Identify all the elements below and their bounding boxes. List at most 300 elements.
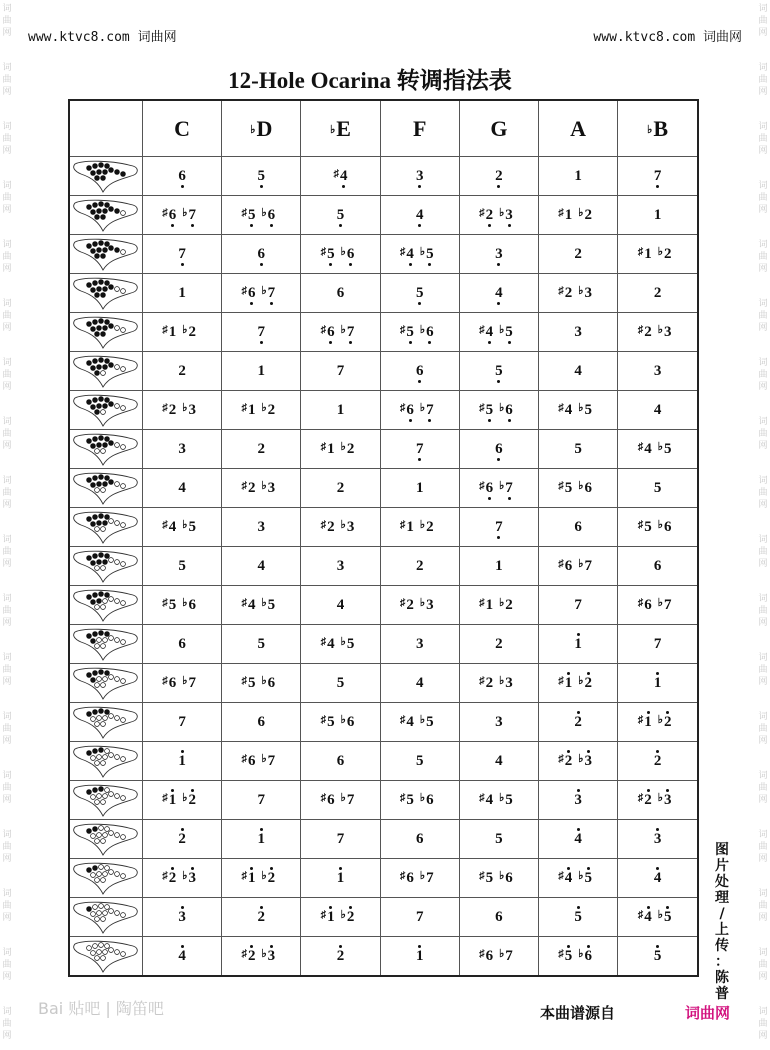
side-watermark-char: 词 xyxy=(2,181,12,191)
flat-sign: ♭ xyxy=(182,675,188,687)
note-digit: 7 xyxy=(178,245,186,262)
note-digit: 1 xyxy=(574,167,582,184)
note-digit: 5 xyxy=(485,402,494,418)
note-cell xyxy=(222,859,301,898)
note-digit: 7 xyxy=(505,480,513,496)
note-digit: 7 xyxy=(653,635,662,652)
side-watermark-char: 网 xyxy=(758,559,768,569)
note-digit: 6 xyxy=(327,324,335,340)
note-cell xyxy=(222,508,301,547)
note-digit: 5 xyxy=(584,870,592,886)
note-cell xyxy=(222,742,301,781)
note-cell xyxy=(222,547,301,586)
note-digit: 6 xyxy=(178,167,186,184)
key-name: E xyxy=(336,115,351,141)
side-watermark-char: 网 xyxy=(758,677,768,687)
fingering-diagram-cell xyxy=(69,703,143,742)
note-digit: 6 xyxy=(426,792,434,808)
flat-sign: ♭ xyxy=(578,285,584,297)
side-watermark-char: 词 xyxy=(2,4,12,14)
fingering-row xyxy=(69,937,698,977)
side-watermark-char: 词 xyxy=(2,1007,12,1017)
note-cell xyxy=(380,157,459,196)
side-watermark-char: 词 xyxy=(758,712,768,722)
fingering-diagram-cell xyxy=(69,625,143,664)
note-cell xyxy=(459,196,538,235)
side-watermark-char: 网 xyxy=(758,264,768,274)
note-cell xyxy=(618,352,698,391)
note-cell xyxy=(380,313,459,352)
note-digit: 6 xyxy=(653,557,662,574)
note-digit: 5 xyxy=(644,519,652,535)
note-digit: 7 xyxy=(415,440,424,457)
sharp-sign: ♯ xyxy=(479,480,485,492)
fingering-diagram-cell xyxy=(69,235,143,274)
fingering-diagram-cell xyxy=(69,313,143,352)
page-title: 12-Hole Ocarina 转调指法表 xyxy=(228,68,512,93)
sharp-sign: ♯ xyxy=(320,519,327,531)
note-digit: 7 xyxy=(188,207,196,223)
note-digit: 6 xyxy=(406,870,414,886)
note-digit: 6 xyxy=(505,402,513,418)
flat-sign: ♭ xyxy=(578,675,584,687)
note-cell xyxy=(459,508,538,547)
sharp-sign: ♯ xyxy=(637,519,644,531)
note-cell xyxy=(618,937,698,977)
fingering-row xyxy=(69,157,698,196)
note-cell xyxy=(380,235,459,274)
note-digit: 6 xyxy=(257,245,266,262)
note-digit: 4 xyxy=(644,909,652,925)
flat-sign: ♭ xyxy=(657,909,663,921)
flat-sign: ♭ xyxy=(182,519,188,531)
flat-sign: ♭ xyxy=(578,753,584,765)
note-digit: 2 xyxy=(644,324,652,340)
side-watermark-char: 网 xyxy=(758,146,768,156)
side-watermark-char: 网 xyxy=(758,441,768,451)
sharp-sign: ♯ xyxy=(637,792,644,804)
sharp-sign: ♯ xyxy=(333,167,339,180)
side-watermark-char: 词 xyxy=(758,889,768,899)
note-cell xyxy=(539,274,618,313)
note-digit: 7 xyxy=(267,285,276,301)
fingering-diagram-cell xyxy=(69,820,143,859)
note-digit: 6 xyxy=(247,285,256,301)
side-watermark-char: 曲 xyxy=(758,16,768,26)
note-digit: 2 xyxy=(584,675,592,691)
side-watermark-char: 词 xyxy=(2,122,12,132)
note-digit: 5 xyxy=(485,870,494,886)
side-watermark-char: 词 xyxy=(758,476,768,486)
side-watermark-char: 词 xyxy=(758,653,768,663)
note-digit: 2 xyxy=(257,440,266,457)
side-watermark-char: 曲 xyxy=(2,842,12,852)
ocarina-fingering-icon xyxy=(71,158,141,194)
ocarina-fingering-icon xyxy=(71,860,141,896)
note-digit: 5 xyxy=(327,714,335,730)
fingering-row xyxy=(69,586,698,625)
note-cell xyxy=(539,937,618,977)
note-cell xyxy=(143,313,222,352)
note-cell xyxy=(222,430,301,469)
flat-sign: ♭ xyxy=(499,597,505,609)
note-cell xyxy=(539,430,618,469)
note-digit: 5 xyxy=(336,206,345,223)
note-cell xyxy=(143,430,222,469)
source-label: 本曲谱源自 xyxy=(540,1004,616,1022)
note-digit: 6 xyxy=(584,480,592,496)
sharp-sign: ♯ xyxy=(399,792,406,804)
note-cell xyxy=(301,937,380,977)
fingering-row xyxy=(69,625,698,664)
note-cell xyxy=(618,664,698,703)
side-watermark-char: 曲 xyxy=(2,134,12,144)
flat-sign: ♭ xyxy=(657,714,663,726)
note-digit: 4 xyxy=(327,636,335,652)
flat-sign: ♭ xyxy=(657,519,663,531)
source-site-link[interactable]: 词曲网 xyxy=(685,1004,731,1022)
note-cell xyxy=(618,274,698,313)
flat-sign: ♭ xyxy=(499,207,505,219)
sharp-sign: ♯ xyxy=(241,948,247,960)
note-digit: 2 xyxy=(178,830,186,847)
flat-sign: ♭ xyxy=(578,948,584,960)
flat-sign: ♭ xyxy=(261,948,267,960)
note-digit: 4 xyxy=(564,402,573,418)
note-digit: 1 xyxy=(247,870,256,886)
ocarina-fingering-icon xyxy=(71,197,141,233)
side-watermark-char: 曲 xyxy=(758,1019,768,1029)
note-digit: 5 xyxy=(505,324,513,340)
note-cell xyxy=(618,235,698,274)
note-cell xyxy=(143,391,222,430)
note-digit: 4 xyxy=(415,206,424,223)
side-watermark-char: 网 xyxy=(2,736,12,746)
note-cell xyxy=(301,859,380,898)
note-digit: 5 xyxy=(247,675,256,691)
side-watermark-char: 词 xyxy=(2,358,12,368)
note-cell xyxy=(143,664,222,703)
note-digit: 4 xyxy=(247,597,256,613)
note-cell xyxy=(459,625,538,664)
flat-sign: ♭ xyxy=(182,207,188,219)
note-digit: 6 xyxy=(267,675,276,691)
note-digit: 4 xyxy=(340,167,348,184)
note-digit: 2 xyxy=(485,675,494,691)
note-digit: 5 xyxy=(584,402,592,418)
note-cell xyxy=(380,508,459,547)
flat-sign: ♭ xyxy=(182,597,188,609)
note-digit: 1 xyxy=(178,284,186,301)
note-digit: 5 xyxy=(505,792,513,808)
sharp-sign: ♯ xyxy=(162,597,168,609)
note-digit: 1 xyxy=(247,402,256,418)
note-cell xyxy=(539,547,618,586)
side-watermark-char: 曲 xyxy=(2,665,12,675)
note-digit: 4 xyxy=(336,596,345,613)
note-cell xyxy=(301,157,380,196)
note-cell xyxy=(380,274,459,313)
note-digit: 4 xyxy=(495,284,503,301)
note-digit: 1 xyxy=(178,752,186,769)
upload-credit: 图 片 处 理 / 上 传 ： 陈 普 xyxy=(715,842,729,1002)
note-digit: 4 xyxy=(564,870,573,886)
sharp-sign: ♯ xyxy=(558,402,564,414)
note-cell xyxy=(539,508,618,547)
fingering-row xyxy=(69,352,698,391)
note-cell xyxy=(459,469,538,508)
side-watermark-char: 曲 xyxy=(758,960,768,970)
key-header-c xyxy=(143,100,222,157)
ocarina-fingering-icon xyxy=(71,743,141,779)
sharp-sign: ♯ xyxy=(320,792,327,804)
side-watermark-char: 网 xyxy=(758,205,768,215)
ocarina-fingering-icon xyxy=(71,704,141,740)
side-watermark-char: 网 xyxy=(758,618,768,628)
sharp-sign: ♯ xyxy=(558,753,564,765)
side-watermark-char: 曲 xyxy=(758,901,768,911)
note-cell xyxy=(222,664,301,703)
note-digit: 5 xyxy=(188,519,196,535)
note-cell xyxy=(539,586,618,625)
note-digit: 1 xyxy=(564,675,573,691)
key-header-row xyxy=(69,100,698,157)
note-digit: 5 xyxy=(653,479,662,496)
note-cell xyxy=(301,547,380,586)
note-digit: 3 xyxy=(267,480,276,496)
flat-sign: ♭ xyxy=(657,597,663,609)
side-watermark-char: 词 xyxy=(758,771,768,781)
note-cell xyxy=(539,742,618,781)
sharp-sign: ♯ xyxy=(241,753,247,765)
note-digit: 3 xyxy=(584,753,592,769)
note-digit: 6 xyxy=(574,518,582,535)
flat-sign: ♭ xyxy=(340,441,346,453)
fingering-row xyxy=(69,469,698,508)
note-cell xyxy=(222,157,301,196)
fingering-diagram-cell xyxy=(69,508,143,547)
flat-sign: ♭ xyxy=(578,402,584,414)
note-digit: 3 xyxy=(415,635,424,652)
note-cell xyxy=(143,742,222,781)
note-digit: 5 xyxy=(653,947,662,964)
note-cell xyxy=(380,703,459,742)
flat-sign: ♭ xyxy=(419,246,426,258)
note-digit: 6 xyxy=(505,870,513,886)
note-digit: 5 xyxy=(257,635,266,652)
note-digit: 3 xyxy=(188,402,196,418)
note-digit: 6 xyxy=(267,207,276,223)
side-watermark-char: 曲 xyxy=(2,901,12,911)
sharp-sign: ♯ xyxy=(241,402,247,414)
ocarina-fingering-icon xyxy=(71,509,141,545)
sharp-sign: ♯ xyxy=(162,402,168,414)
key-name: F xyxy=(412,115,427,141)
side-watermark-char: 网 xyxy=(758,795,768,805)
note-cell xyxy=(380,898,459,937)
note-digit: 5 xyxy=(336,674,345,691)
sharp-sign: ♯ xyxy=(241,870,247,882)
note-digit: 1 xyxy=(406,519,414,535)
fingering-row xyxy=(69,508,698,547)
note-digit: 2 xyxy=(415,557,424,574)
note-cell xyxy=(459,703,538,742)
note-cell xyxy=(459,391,538,430)
side-watermark-char: 网 xyxy=(758,972,768,982)
note-cell xyxy=(459,157,538,196)
note-cell xyxy=(301,703,380,742)
note-cell xyxy=(539,157,618,196)
note-cell xyxy=(459,430,538,469)
side-watermark-char: 曲 xyxy=(2,193,12,203)
header-site-right[interactable]: www.ktvc8.com 词曲网 xyxy=(593,30,742,45)
side-watermark-char: 曲 xyxy=(2,311,12,321)
key-flat-sign: ♭ xyxy=(330,123,336,136)
note-cell xyxy=(143,274,222,313)
note-cell xyxy=(143,352,222,391)
side-watermark-char: 曲 xyxy=(758,370,768,380)
note-cell xyxy=(143,196,222,235)
note-digit: 6 xyxy=(485,948,494,964)
key-header-d xyxy=(222,100,301,157)
sharp-sign: ♯ xyxy=(399,870,406,882)
note-digit: 4 xyxy=(574,362,582,379)
side-watermark-char: 网 xyxy=(758,1031,768,1041)
note-digit: 7 xyxy=(178,713,186,730)
note-cell xyxy=(618,703,698,742)
note-cell xyxy=(539,235,618,274)
side-watermark-char: 词 xyxy=(2,417,12,427)
note-digit: 4 xyxy=(653,401,662,418)
note-digit: 4 xyxy=(644,441,652,457)
flat-sign: ♭ xyxy=(261,402,267,414)
note-digit: 3 xyxy=(188,870,196,886)
sharp-sign: ♯ xyxy=(320,714,327,726)
note-cell xyxy=(539,664,618,703)
note-digit: 2 xyxy=(426,519,434,535)
note-cell xyxy=(222,703,301,742)
note-digit: 3 xyxy=(178,440,186,457)
side-watermark-char: 词 xyxy=(758,240,768,250)
fingering-diagram-cell xyxy=(69,196,143,235)
note-digit: 4 xyxy=(653,869,662,886)
note-digit: 4 xyxy=(574,830,582,847)
side-watermark-char: 曲 xyxy=(2,783,12,793)
side-watermark-char: 词 xyxy=(758,830,768,840)
side-watermark-char: 曲 xyxy=(758,252,768,262)
note-cell xyxy=(539,820,618,859)
side-watermark-char: 网 xyxy=(2,795,12,805)
note-cell xyxy=(539,196,618,235)
corner-cell xyxy=(69,100,143,157)
note-cell xyxy=(459,547,538,586)
side-watermark-char: 网 xyxy=(758,87,768,97)
sharp-sign: ♯ xyxy=(162,792,168,804)
note-cell xyxy=(380,664,459,703)
header-site-left[interactable]: www.ktvc8.com 词曲网 xyxy=(28,30,177,45)
flat-sign: ♭ xyxy=(340,324,346,336)
side-watermark-char: 词 xyxy=(2,771,12,781)
side-watermark-char: 网 xyxy=(758,500,768,510)
baidu-watermark: Bai 贴吧 | 陶笛吧 xyxy=(38,999,164,1018)
key-header-b xyxy=(618,100,698,157)
side-watermark-char: 词 xyxy=(2,948,12,958)
side-watermark-char: 词 xyxy=(758,358,768,368)
side-watermark-char: 词 xyxy=(2,476,12,486)
sharp-sign: ♯ xyxy=(241,597,247,609)
key-header-e xyxy=(301,100,380,157)
note-cell xyxy=(459,898,538,937)
side-watermark-char: 曲 xyxy=(758,547,768,557)
flat-sign: ♭ xyxy=(499,870,505,882)
side-watermark-char: 词 xyxy=(758,4,768,14)
sharp-sign: ♯ xyxy=(558,558,564,570)
note-cell xyxy=(222,196,301,235)
fingering-row xyxy=(69,742,698,781)
side-watermark-char: 词 xyxy=(2,653,12,663)
flat-sign: ♭ xyxy=(499,324,505,336)
note-cell xyxy=(618,313,698,352)
note-cell xyxy=(143,781,222,820)
note-digit: 1 xyxy=(257,830,266,847)
note-cell xyxy=(380,781,459,820)
note-digit: 4 xyxy=(415,674,424,691)
note-cell xyxy=(222,937,301,977)
note-cell xyxy=(222,352,301,391)
ocarina-fingering-icon xyxy=(71,431,141,467)
note-cell xyxy=(380,937,459,977)
note-digit: 2 xyxy=(564,753,573,769)
note-digit: 2 xyxy=(485,207,494,223)
sharp-sign: ♯ xyxy=(320,246,327,258)
note-digit: 2 xyxy=(327,519,335,535)
fingering-diagram-cell xyxy=(69,157,143,196)
side-watermark-char: 词 xyxy=(2,535,12,545)
note-cell xyxy=(143,859,222,898)
note-digit: 5 xyxy=(663,441,672,457)
flat-sign: ♭ xyxy=(499,792,505,804)
note-digit: 7 xyxy=(415,908,424,925)
flat-sign: ♭ xyxy=(419,792,426,804)
flat-sign: ♭ xyxy=(261,207,267,219)
side-watermark-char: 词 xyxy=(2,830,12,840)
note-digit: 2 xyxy=(336,947,345,964)
note-digit: 5 xyxy=(406,792,414,808)
fingering-diagram-cell xyxy=(69,547,143,586)
note-cell xyxy=(539,352,618,391)
note-digit: 6 xyxy=(644,597,652,613)
note-digit: 7 xyxy=(336,830,345,847)
note-digit: 2 xyxy=(406,597,414,613)
side-watermark-char: 网 xyxy=(758,736,768,746)
note-digit: 6 xyxy=(168,675,177,691)
note-digit: 3 xyxy=(653,830,662,847)
note-digit: 4 xyxy=(485,792,494,808)
side-watermark-char: 曲 xyxy=(758,311,768,321)
flat-sign: ♭ xyxy=(340,792,346,804)
note-digit: 1 xyxy=(644,246,652,262)
flat-sign: ♭ xyxy=(182,870,188,882)
sharp-sign: ♯ xyxy=(479,675,485,687)
ocarina-fingering-icon xyxy=(71,548,141,584)
note-digit: 7 xyxy=(188,675,196,691)
fingering-chart-table xyxy=(68,99,699,977)
note-digit: 3 xyxy=(663,324,672,340)
side-watermark-char: 曲 xyxy=(2,606,12,616)
sharp-sign: ♯ xyxy=(637,324,644,336)
note-digit: 1 xyxy=(653,674,662,691)
note-digit: 5 xyxy=(495,362,503,379)
